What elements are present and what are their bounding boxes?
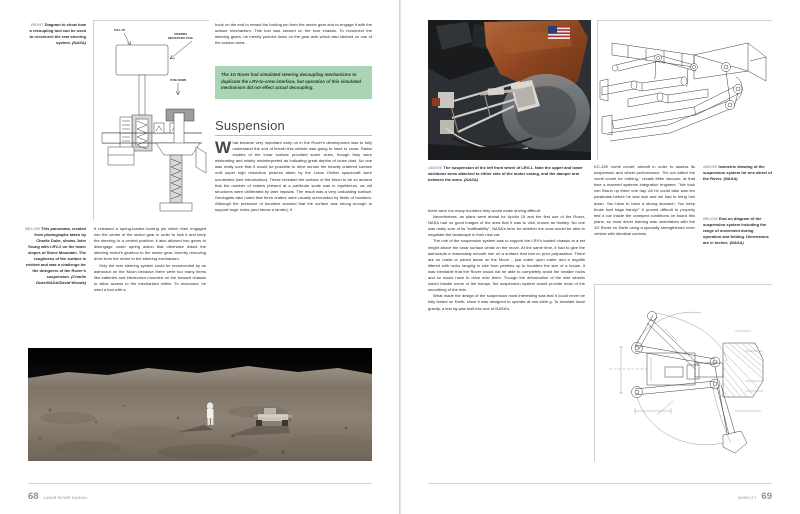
drop-cap: W <box>215 138 232 157</box>
recoupling-tool-svg <box>94 21 210 221</box>
caption-text: End-on diagram of the suspension system including the range of movement during operation and folding. Dimensions are in inches. <box>703 216 769 245</box>
folio-right <box>738 491 772 502</box>
running-head-right <box>738 496 756 500</box>
page-number: 69 <box>761 491 772 502</box>
paragraph: What made the design of the suspension most interesting was that it could never be fully tested on Earth, since it was designed to operate at one-sixth g. To simulate lunar gravity, a test rig was built into one of NASA's <box>428 293 585 311</box>
end-on-suspension-diagram <box>594 284 772 462</box>
paragraph: hat became very important early on in the Rover's development was to fully understand the sort of terrain this vehicle was going to have to cross. Radar studies of the lunar surface provided some clues, though they were misleading and widely misinterpreted as indicating great depths of loose dust. No one was really sure that it would be possible to drive across the heavily cratered surface until super high resolution pictures taken by the Lunar Orbiter spacecraft were scrutinised (see Introduction). These revealed the surface of the Moon to be so ancient that the number of craters present at a particular scale was in equilibrium, as old structures were obliterated by later impacts. The result was a very undulating surface. Geologists also noted that fresh craters were usually surrounded by fields of boulders. Although the presence of boulders showed that the surface was strong enough to support large rocks (and hence a lander), if <box>215 140 372 213</box>
end-on-svg <box>595 285 773 463</box>
caption-lead: RIGHT <box>31 22 44 27</box>
label-steering-recoupling-tool: STEERING <box>174 33 188 36</box>
caption-below-endon <box>703 216 772 246</box>
caption-above-isometric <box>703 164 772 182</box>
right-col2-text <box>594 164 695 237</box>
caption-source: (NASA) <box>464 177 479 182</box>
suspension-photo-svg <box>428 20 591 160</box>
heading-rule <box>215 135 372 136</box>
folio-rule-right <box>428 483 772 484</box>
paragraph: Nevertheless, as plans went ahead for Apollo 15 and the first use of the Rover, NASA had no good images of the area that it was to visit, known as Hadley. No one was really sure of its "trafficability", NASA's term for whether the crew would be able to negotiate the landscape in their new car. <box>428 214 585 238</box>
paragraph: Only the rear steering system could be reconnected by an astronaut on the Moon because there were too many items like batteries and electronics mounted on the forward chassis to allow access to the mechanism within. To reconnect, he used a tool with a <box>94 262 206 292</box>
caption-right-diagram <box>28 22 86 46</box>
caption-above-photo <box>428 165 591 183</box>
caption-text: The suspension of the left front wheel of LRV-1. Note the upper and lower wishbone arms attached to either side of the motor casing, and the damper arm between the arms. <box>428 165 583 182</box>
pull-quote: The 1G Rover had simulated steering decoupling mechanisms to duplicate the LRV-to-crew interface, but operation of this simulated mechanism did not effect actual decoupling. <box>215 66 372 99</box>
caption-source: (Charlie Duke/NASA/David Woods) <box>36 274 86 285</box>
page-number: 68 <box>28 491 39 502</box>
isometric-suspension-diagram <box>597 20 772 160</box>
paragraph: there were too many boulders they would make driving difficult. <box>428 208 541 213</box>
lunar-panorama-photo <box>28 348 372 461</box>
label-pull-up: PULL UP <box>114 29 126 32</box>
book-title: LUNAR ROVER MANUAL <box>43 496 88 500</box>
label-steering-recoupling-tool-2: RECOUPLING TOOL <box>168 37 194 40</box>
caption-source: (NASA) <box>729 240 744 245</box>
caption-text: Isometric drawing of the suspension system for one wheel of the Rover. <box>703 164 772 181</box>
caption-source: (NASA) <box>72 40 86 45</box>
isometric-svg <box>598 21 773 161</box>
front-wheel-suspension-photo <box>428 20 591 160</box>
recoupling-tool-diagram <box>93 20 209 220</box>
running-head-left <box>44 496 88 500</box>
paragraph: The role of the suspension system was to support the LRV's loaded chassis at a set height above the lunar surface whilst on the move. At the same time, it had to give the astronauts a reasonably smooth ride on a surface that had no prior preparation. There are no roads or paved areas on the Moon – just crater upon crater and a regolith littered with rocks ranging in size from pebbles up to boulders the size of a house. It was inevitable that the Rover would not be able to completely avoid the smaller rocks and so would have to drive over them. Though the deformation of the wire wheels would handle some of the bumps, the suspension system would provide most of the smoothing of the ride. <box>428 238 585 293</box>
left-col3-suspension-text <box>215 140 372 213</box>
label-push-down: PUSH DOWN <box>170 79 187 82</box>
caption-lead: BELOW <box>25 226 40 231</box>
chapter-label: MOBILITY <box>738 496 757 500</box>
right-page <box>400 0 800 514</box>
left-col2-text <box>94 226 206 293</box>
caption-lead: ABOVE <box>428 165 443 170</box>
folio-rule-left <box>28 483 372 484</box>
caption-source: (NASA) <box>723 176 738 181</box>
paragraph: It released a spring-loaded locking pin which then engaged into the centre of the sector gear in order to lock it and keep the steering in a central position; it also allowed two gears to disengage under spring action that otherwise linked the steering motor's gearbox to the sector gear, thereby removing drive from the motor to the steering mechanism. <box>94 226 206 262</box>
caption-lead: ABOVE <box>703 164 718 169</box>
caption-lead: BELOW <box>703 216 718 221</box>
section-heading: Suspension <box>215 118 285 133</box>
paragraph: hook on the end to retract the locking pin from the sector gear and re-engage it with the scissor mechanism. This tool was stowed on the rear chassis. To reconnect the steering gears, he merely pushed down on the gear axle which also latched on one of the scissor arms. <box>215 22 372 46</box>
caption-text: This panorama, created from photographs taken by Charlie Duke, shows John Young with LRV-2 on the lower slopes of Stone Mountain. The roughness of the surface is evident and was a challenge for the designers of the Rover's suspension. <box>25 226 86 279</box>
folio-left <box>28 491 88 502</box>
panorama-svg <box>28 348 372 461</box>
caption-text: Diagram to show how a recoupling tool can be used to reconnect the rear steering system. <box>29 22 86 45</box>
right-col1-text <box>428 208 585 312</box>
left-col3-text <box>215 22 372 46</box>
caption-below-panorama <box>24 226 86 286</box>
paragraph: KC-135 'vomit comet' aircraft in order to assess its suspension and wheel performance. "It's not called the vomit comet for nothing," recalls Mike Vaccaro, at that time a manned systems integration engineer. "We took von Braun up there one day. All he could take was ten parabolas before he was sick and we had to bring him down. You have to have a strong stomach. You keep those barf bags handy!" It proved difficult to properly test a car inside the cramped conditions on board this plane, so most driver training was undertaken with the 1G Rover on Earth using a specially strengthened rover vehicle with identical controls. <box>594 164 695 237</box>
